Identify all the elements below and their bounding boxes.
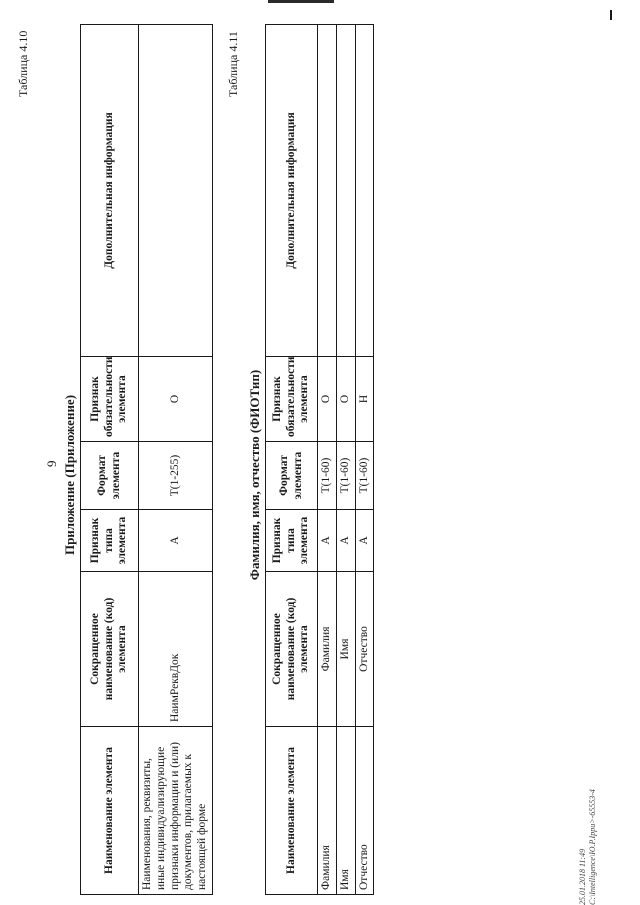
header-cell: Признак обязательности элемента (266, 357, 318, 442)
table-cell: T(1-60) (336, 442, 355, 510)
table-cell: Отчество (355, 572, 374, 727)
table-row (336, 25, 355, 895)
header-cell: Признак обязательности элемента (81, 357, 139, 442)
table-cell: Наименования, реквизиты, иные индивидуализирующие признаки информации и (или) документов, прилагаемых к настоящей форме (139, 727, 213, 895)
table-cell (139, 25, 213, 357)
table-4-10-caption: Таблица 4.10 (16, 30, 30, 97)
table-cell: А (355, 510, 374, 572)
table-row (139, 25, 213, 895)
table-4-11-caption: Таблица 4.11 (226, 31, 240, 97)
table-cell: Фамилия (318, 572, 337, 727)
header-cell: Наименование элемента (266, 727, 318, 895)
header-cell: Формат элемента (266, 442, 318, 510)
table-4-10-title: Приложение (Приложение) (62, 394, 77, 556)
footer-stamp (578, 789, 599, 905)
table-4-11 (265, 24, 374, 895)
header-cell: Наименование элемента (81, 727, 139, 895)
table-cell: О (139, 357, 213, 442)
table-cell (336, 25, 355, 357)
table-cell: Имя (336, 572, 355, 727)
table-cell: А (336, 510, 355, 572)
page-number: 9 (44, 460, 59, 467)
header-cell: Дополнительная информация (81, 25, 139, 357)
table-row (355, 25, 374, 895)
header-cell: Признак типа элемента (81, 510, 139, 572)
table-cell: НаимРеквДок (139, 572, 213, 727)
table-header-row (81, 25, 139, 895)
table-cell: T(1-60) (318, 442, 337, 510)
table-cell: Отчество (355, 727, 374, 895)
header-cell: Формат элемента (81, 442, 139, 510)
footer-line: 25.01.2018 11:49 (578, 848, 587, 905)
table-4-11-title: Фамилия, имя, отчество (ФИОТип) (247, 369, 262, 581)
table-cell: А (318, 510, 337, 572)
table-cell: Н (355, 357, 374, 442)
header-cell: Дополнительная информация (266, 25, 318, 357)
header-cell: Сокращенное наименование (код) элемента (81, 572, 139, 727)
header-cell: Сокращенное наименование (код) элемента (266, 572, 318, 727)
table-4-10 (80, 24, 213, 895)
footer-line: C:\Intelligence\Ю.Р.Ippu>-65553-4 (588, 789, 598, 905)
table-cell: А (139, 510, 213, 572)
table-row (318, 25, 337, 895)
table-cell: Имя (336, 727, 355, 895)
table-cell (318, 25, 337, 357)
table-cell: О (318, 357, 337, 442)
table-cell: T(1-60) (355, 442, 374, 510)
table-cell: О (336, 357, 355, 442)
header-cell: Признак типа элемента (266, 510, 318, 572)
table-cell (355, 25, 374, 357)
table-cell: Фамилия (318, 727, 337, 895)
table-cell: T(1-255) (139, 442, 213, 510)
table-header-row (266, 25, 318, 895)
